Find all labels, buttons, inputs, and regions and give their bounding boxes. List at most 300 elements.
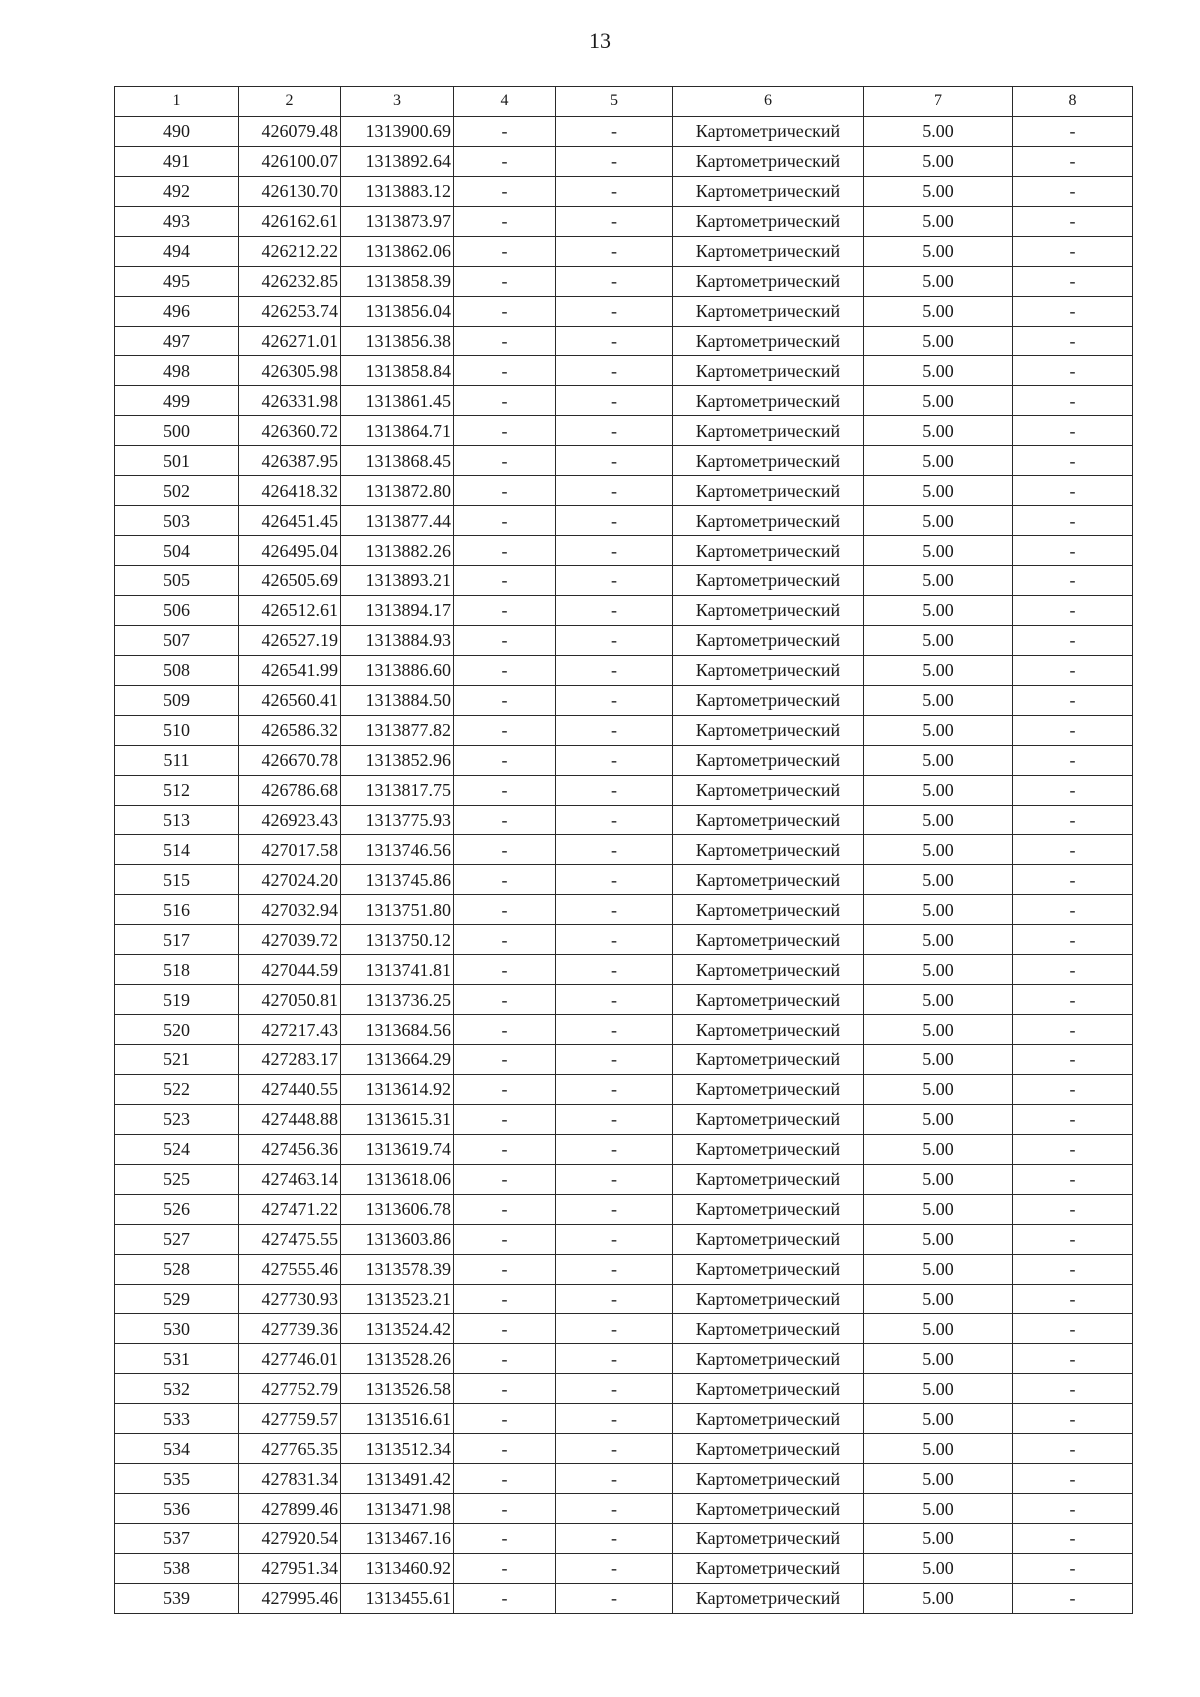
table-header-row <box>115 87 1133 117</box>
column-8-cell: - <box>1013 1074 1133 1104</box>
column-8-cell: - <box>1013 326 1133 356</box>
method-cell: Картометрический <box>673 1254 864 1284</box>
column-8-cell: - <box>1013 1344 1133 1374</box>
y-coordinate-cell: 1313775.93 <box>341 805 454 835</box>
table-row <box>115 326 1133 356</box>
method-cell: Картометрический <box>673 715 864 745</box>
x-coordinate-cell: 426232.85 <box>239 266 341 296</box>
column-4-cell: - <box>454 1583 556 1613</box>
point-number-cell: 522 <box>115 1074 239 1104</box>
y-coordinate-cell: 1313858.84 <box>341 356 454 386</box>
y-coordinate-cell: 1313858.39 <box>341 266 454 296</box>
y-coordinate-cell: 1313664.29 <box>341 1045 454 1075</box>
table-row <box>115 805 1133 835</box>
y-coordinate-cell: 1313862.06 <box>341 236 454 266</box>
point-number-cell: 528 <box>115 1254 239 1284</box>
column-8-cell: - <box>1013 236 1133 266</box>
method-cell: Картометрический <box>673 386 864 416</box>
point-number-cell: 514 <box>115 835 239 865</box>
point-number-cell: 538 <box>115 1553 239 1583</box>
table-row <box>115 176 1133 206</box>
method-cell: Картометрический <box>673 595 864 625</box>
column-8-cell: - <box>1013 1464 1133 1494</box>
point-number-cell: 526 <box>115 1194 239 1224</box>
accuracy-cell: 5.00 <box>864 1194 1013 1224</box>
y-coordinate-cell: 1313523.21 <box>341 1284 454 1314</box>
method-cell: Картометрический <box>673 446 864 476</box>
method-cell: Картометрический <box>673 895 864 925</box>
column-4-cell: - <box>454 1314 556 1344</box>
column-5-cell: - <box>556 1045 673 1075</box>
x-coordinate-cell: 427017.58 <box>239 835 341 865</box>
table-row <box>115 1583 1133 1613</box>
method-cell: Картометрический <box>673 506 864 536</box>
column-8-cell: - <box>1013 625 1133 655</box>
table-row <box>115 506 1133 536</box>
table-row <box>115 715 1133 745</box>
table-row <box>115 386 1133 416</box>
accuracy-cell: 5.00 <box>864 266 1013 296</box>
column-8-cell: - <box>1013 955 1133 985</box>
column-5-cell: - <box>556 895 673 925</box>
point-number-cell: 506 <box>115 595 239 625</box>
method-cell: Картометрический <box>673 1524 864 1554</box>
column-5-cell: - <box>556 595 673 625</box>
column-5-cell: - <box>556 236 673 266</box>
x-coordinate-cell: 427032.94 <box>239 895 341 925</box>
method-cell: Картометрический <box>673 985 864 1015</box>
column-8-cell: - <box>1013 685 1133 715</box>
table-row <box>115 266 1133 296</box>
column-4-cell: - <box>454 206 556 236</box>
y-coordinate-cell: 1313512.34 <box>341 1434 454 1464</box>
column-4-cell: - <box>454 1344 556 1374</box>
point-number-cell: 509 <box>115 685 239 715</box>
accuracy-cell: 5.00 <box>864 506 1013 536</box>
column-5-cell: - <box>556 1464 673 1494</box>
column-8-cell: - <box>1013 1524 1133 1554</box>
column-8-cell: - <box>1013 1194 1133 1224</box>
accuracy-cell: 5.00 <box>864 1524 1013 1554</box>
column-8-cell: - <box>1013 805 1133 835</box>
accuracy-cell: 5.00 <box>864 1164 1013 1194</box>
method-cell: Картометрический <box>673 146 864 176</box>
x-coordinate-cell: 426495.04 <box>239 536 341 566</box>
column-4-cell: - <box>454 1224 556 1254</box>
column-4-cell: - <box>454 1045 556 1075</box>
column-4-cell: - <box>454 446 556 476</box>
y-coordinate-cell: 1313868.45 <box>341 446 454 476</box>
point-number-cell: 534 <box>115 1434 239 1464</box>
column-5-cell: - <box>556 416 673 446</box>
column-4-cell: - <box>454 536 556 566</box>
point-number-cell: 510 <box>115 715 239 745</box>
table-row <box>115 1284 1133 1314</box>
column-8-cell: - <box>1013 715 1133 745</box>
y-coordinate-cell: 1313603.86 <box>341 1224 454 1254</box>
method-cell: Картометрический <box>673 1494 864 1524</box>
x-coordinate-cell: 427831.34 <box>239 1464 341 1494</box>
accuracy-cell: 5.00 <box>864 386 1013 416</box>
method-cell: Картометрический <box>673 1583 864 1613</box>
column-5-cell: - <box>556 805 673 835</box>
x-coordinate-cell: 427471.22 <box>239 1194 341 1224</box>
table-row <box>115 1314 1133 1344</box>
column-5-cell: - <box>556 1434 673 1464</box>
column-4-cell: - <box>454 326 556 356</box>
accuracy-cell: 5.00 <box>864 326 1013 356</box>
column-4-cell: - <box>454 1134 556 1164</box>
method-cell: Картометрический <box>673 1374 864 1404</box>
accuracy-cell: 5.00 <box>864 476 1013 506</box>
point-number-cell: 519 <box>115 985 239 1015</box>
x-coordinate-cell: 427759.57 <box>239 1404 341 1434</box>
column-8-cell: - <box>1013 1104 1133 1134</box>
point-number-cell: 537 <box>115 1524 239 1554</box>
column-4-cell: - <box>454 116 556 146</box>
column-5-cell: - <box>556 685 673 715</box>
table-row <box>115 1045 1133 1075</box>
y-coordinate-cell: 1313615.31 <box>341 1104 454 1134</box>
point-number-cell: 503 <box>115 506 239 536</box>
x-coordinate-cell: 426418.32 <box>239 476 341 506</box>
accuracy-cell: 5.00 <box>864 1284 1013 1314</box>
y-coordinate-cell: 1313526.58 <box>341 1374 454 1404</box>
column-4-cell: - <box>454 1194 556 1224</box>
x-coordinate-cell: 426305.98 <box>239 356 341 386</box>
column-8-cell: - <box>1013 595 1133 625</box>
table-row <box>115 1464 1133 1494</box>
table-row <box>115 296 1133 326</box>
column-8-cell: - <box>1013 506 1133 536</box>
column-8-cell: - <box>1013 775 1133 805</box>
column-8-cell: - <box>1013 835 1133 865</box>
column-4-cell: - <box>454 835 556 865</box>
column-4-cell: - <box>454 386 556 416</box>
column-8-cell: - <box>1013 1374 1133 1404</box>
column-4-cell: - <box>454 176 556 206</box>
table-row <box>115 446 1133 476</box>
coordinates-table <box>114 86 1133 1614</box>
column-8-cell: - <box>1013 895 1133 925</box>
y-coordinate-cell: 1313746.56 <box>341 835 454 865</box>
method-cell: Картометрический <box>673 1045 864 1075</box>
column-5-cell: - <box>556 1494 673 1524</box>
table-row <box>115 1553 1133 1583</box>
column-5-cell: - <box>556 326 673 356</box>
y-coordinate-cell: 1313751.80 <box>341 895 454 925</box>
x-coordinate-cell: 427555.46 <box>239 1254 341 1284</box>
column-8-cell: - <box>1013 446 1133 476</box>
y-coordinate-cell: 1313491.42 <box>341 1464 454 1494</box>
column-8-cell: - <box>1013 1434 1133 1464</box>
column-8-cell: - <box>1013 1314 1133 1344</box>
table-row <box>115 655 1133 685</box>
point-number-cell: 533 <box>115 1404 239 1434</box>
x-coordinate-cell: 427920.54 <box>239 1524 341 1554</box>
x-coordinate-cell: 426541.99 <box>239 655 341 685</box>
y-coordinate-cell: 1313745.86 <box>341 865 454 895</box>
column-8-cell: - <box>1013 985 1133 1015</box>
column-4-cell: - <box>454 1074 556 1104</box>
column-4-cell: - <box>454 625 556 655</box>
y-coordinate-cell: 1313455.61 <box>341 1583 454 1613</box>
table-row <box>115 1524 1133 1554</box>
column-4-cell: - <box>454 416 556 446</box>
method-cell: Картометрический <box>673 266 864 296</box>
method-cell: Картометрический <box>673 416 864 446</box>
column-5-cell: - <box>556 955 673 985</box>
x-coordinate-cell: 427765.35 <box>239 1434 341 1464</box>
column-5-cell: - <box>556 146 673 176</box>
column-4-cell: - <box>454 1015 556 1045</box>
y-coordinate-cell: 1313873.97 <box>341 206 454 236</box>
method-cell: Картометрический <box>673 1434 864 1464</box>
method-cell: Картометрический <box>673 1284 864 1314</box>
point-number-cell: 531 <box>115 1344 239 1374</box>
column-8-cell: - <box>1013 536 1133 566</box>
column-8-cell: - <box>1013 1045 1133 1075</box>
accuracy-cell: 5.00 <box>864 446 1013 476</box>
column-header: 3 <box>341 87 454 117</box>
x-coordinate-cell: 426271.01 <box>239 326 341 356</box>
y-coordinate-cell: 1313864.71 <box>341 416 454 446</box>
column-8-cell: - <box>1013 416 1133 446</box>
column-5-cell: - <box>556 116 673 146</box>
point-number-cell: 499 <box>115 386 239 416</box>
x-coordinate-cell: 426331.98 <box>239 386 341 416</box>
column-5-cell: - <box>556 1284 673 1314</box>
point-number-cell: 515 <box>115 865 239 895</box>
point-number-cell: 507 <box>115 625 239 655</box>
column-4-cell: - <box>454 895 556 925</box>
point-number-cell: 539 <box>115 1583 239 1613</box>
column-4-cell: - <box>454 506 556 536</box>
table-row <box>115 685 1133 715</box>
column-5-cell: - <box>556 1224 673 1254</box>
column-5-cell: - <box>556 925 673 955</box>
y-coordinate-cell: 1313578.39 <box>341 1254 454 1284</box>
point-number-cell: 518 <box>115 955 239 985</box>
x-coordinate-cell: 427951.34 <box>239 1553 341 1583</box>
table-row <box>115 476 1133 506</box>
column-4-cell: - <box>454 1464 556 1494</box>
y-coordinate-cell: 1313877.44 <box>341 506 454 536</box>
x-coordinate-cell: 426527.19 <box>239 625 341 655</box>
column-8-cell: - <box>1013 266 1133 296</box>
column-5-cell: - <box>556 775 673 805</box>
table-row <box>115 745 1133 775</box>
x-coordinate-cell: 426586.32 <box>239 715 341 745</box>
method-cell: Картометрический <box>673 1074 864 1104</box>
accuracy-cell: 5.00 <box>864 1494 1013 1524</box>
column-5-cell: - <box>556 356 673 386</box>
column-8-cell: - <box>1013 1134 1133 1164</box>
y-coordinate-cell: 1313856.04 <box>341 296 454 326</box>
table-row <box>115 236 1133 266</box>
point-number-cell: 495 <box>115 266 239 296</box>
table-row <box>115 1374 1133 1404</box>
y-coordinate-cell: 1313877.82 <box>341 715 454 745</box>
column-4-cell: - <box>454 146 556 176</box>
table-row <box>115 895 1133 925</box>
method-cell: Картометрический <box>673 1104 864 1134</box>
column-8-cell: - <box>1013 925 1133 955</box>
y-coordinate-cell: 1313684.56 <box>341 1015 454 1045</box>
column-5-cell: - <box>556 625 673 655</box>
x-coordinate-cell: 426100.07 <box>239 146 341 176</box>
y-coordinate-cell: 1313736.25 <box>341 985 454 1015</box>
point-number-cell: 524 <box>115 1134 239 1164</box>
method-cell: Картометрический <box>673 476 864 506</box>
accuracy-cell: 5.00 <box>864 206 1013 236</box>
column-5-cell: - <box>556 506 673 536</box>
method-cell: Картометрический <box>673 206 864 236</box>
x-coordinate-cell: 427044.59 <box>239 955 341 985</box>
column-4-cell: - <box>454 985 556 1015</box>
accuracy-cell: 5.00 <box>864 1553 1013 1583</box>
column-4-cell: - <box>454 1254 556 1284</box>
accuracy-cell: 5.00 <box>864 775 1013 805</box>
point-number-cell: 520 <box>115 1015 239 1045</box>
x-coordinate-cell: 427730.93 <box>239 1284 341 1314</box>
method-cell: Картометрический <box>673 566 864 596</box>
y-coordinate-cell: 1313883.12 <box>341 176 454 206</box>
method-cell: Картометрический <box>673 655 864 685</box>
column-4-cell: - <box>454 805 556 835</box>
method-cell: Картометрический <box>673 685 864 715</box>
y-coordinate-cell: 1313856.38 <box>341 326 454 356</box>
column-5-cell: - <box>556 1553 673 1583</box>
column-8-cell: - <box>1013 566 1133 596</box>
point-number-cell: 529 <box>115 1284 239 1314</box>
column-5-cell: - <box>556 715 673 745</box>
table-row <box>115 1224 1133 1254</box>
column-5-cell: - <box>556 476 673 506</box>
column-4-cell: - <box>454 925 556 955</box>
accuracy-cell: 5.00 <box>864 536 1013 566</box>
column-5-cell: - <box>556 1374 673 1404</box>
x-coordinate-cell: 426360.72 <box>239 416 341 446</box>
x-coordinate-cell: 426451.45 <box>239 506 341 536</box>
point-number-cell: 502 <box>115 476 239 506</box>
column-4-cell: - <box>454 1164 556 1194</box>
column-header: 7 <box>864 87 1013 117</box>
column-8-cell: - <box>1013 146 1133 176</box>
x-coordinate-cell: 427463.14 <box>239 1164 341 1194</box>
method-cell: Картометрический <box>673 625 864 655</box>
column-5-cell: - <box>556 745 673 775</box>
table-row <box>115 356 1133 386</box>
x-coordinate-cell: 427475.55 <box>239 1224 341 1254</box>
column-5-cell: - <box>556 1404 673 1434</box>
method-cell: Картометрический <box>673 925 864 955</box>
y-coordinate-cell: 1313618.06 <box>341 1164 454 1194</box>
x-coordinate-cell: 426387.95 <box>239 446 341 476</box>
point-number-cell: 491 <box>115 146 239 176</box>
table-row <box>115 536 1133 566</box>
column-header: 1 <box>115 87 239 117</box>
column-8-cell: - <box>1013 386 1133 416</box>
x-coordinate-cell: 427456.36 <box>239 1134 341 1164</box>
method-cell: Картометрический <box>673 1314 864 1344</box>
column-8-cell: - <box>1013 745 1133 775</box>
x-coordinate-cell: 426253.74 <box>239 296 341 326</box>
y-coordinate-cell: 1313852.96 <box>341 745 454 775</box>
point-number-cell: 498 <box>115 356 239 386</box>
method-cell: Картометрический <box>673 536 864 566</box>
column-8-cell: - <box>1013 1015 1133 1045</box>
y-coordinate-cell: 1313528.26 <box>341 1344 454 1374</box>
x-coordinate-cell: 426079.48 <box>239 116 341 146</box>
y-coordinate-cell: 1313900.69 <box>341 116 454 146</box>
point-number-cell: 525 <box>115 1164 239 1194</box>
accuracy-cell: 5.00 <box>864 925 1013 955</box>
column-header: 5 <box>556 87 673 117</box>
accuracy-cell: 5.00 <box>864 116 1013 146</box>
column-8-cell: - <box>1013 176 1133 206</box>
column-4-cell: - <box>454 715 556 745</box>
y-coordinate-cell: 1313882.26 <box>341 536 454 566</box>
column-4-cell: - <box>454 1494 556 1524</box>
method-cell: Картометрический <box>673 236 864 266</box>
method-cell: Картометрический <box>673 356 864 386</box>
x-coordinate-cell: 427752.79 <box>239 1374 341 1404</box>
y-coordinate-cell: 1313619.74 <box>341 1134 454 1164</box>
accuracy-cell: 5.00 <box>864 176 1013 206</box>
column-4-cell: - <box>454 1404 556 1434</box>
y-coordinate-cell: 1313872.80 <box>341 476 454 506</box>
accuracy-cell: 5.00 <box>864 146 1013 176</box>
x-coordinate-cell: 427899.46 <box>239 1494 341 1524</box>
point-number-cell: 535 <box>115 1464 239 1494</box>
y-coordinate-cell: 1313460.92 <box>341 1553 454 1583</box>
point-number-cell: 523 <box>115 1104 239 1134</box>
method-cell: Картометрический <box>673 745 864 775</box>
accuracy-cell: 5.00 <box>864 595 1013 625</box>
point-number-cell: 527 <box>115 1224 239 1254</box>
column-5-cell: - <box>556 266 673 296</box>
table-row <box>115 1164 1133 1194</box>
point-number-cell: 521 <box>115 1045 239 1075</box>
accuracy-cell: 5.00 <box>864 566 1013 596</box>
point-number-cell: 511 <box>115 745 239 775</box>
method-cell: Картометрический <box>673 1164 864 1194</box>
x-coordinate-cell: 426923.43 <box>239 805 341 835</box>
table-row <box>115 1344 1133 1374</box>
accuracy-cell: 5.00 <box>864 1434 1013 1464</box>
accuracy-cell: 5.00 <box>864 865 1013 895</box>
column-5-cell: - <box>556 296 673 326</box>
table-row <box>115 1254 1133 1284</box>
method-cell: Картометрический <box>673 1015 864 1045</box>
table-row <box>115 1434 1133 1464</box>
column-header: 8 <box>1013 87 1133 117</box>
x-coordinate-cell: 426670.78 <box>239 745 341 775</box>
table-row <box>115 775 1133 805</box>
table-row <box>115 625 1133 655</box>
x-coordinate-cell: 427448.88 <box>239 1104 341 1134</box>
method-cell: Картометрический <box>673 296 864 326</box>
column-5-cell: - <box>556 1314 673 1344</box>
method-cell: Картометрический <box>673 1464 864 1494</box>
x-coordinate-cell: 427050.81 <box>239 985 341 1015</box>
column-header: 4 <box>454 87 556 117</box>
column-4-cell: - <box>454 655 556 685</box>
y-coordinate-cell: 1313884.93 <box>341 625 454 655</box>
y-coordinate-cell: 1313894.17 <box>341 595 454 625</box>
column-5-cell: - <box>556 1104 673 1134</box>
